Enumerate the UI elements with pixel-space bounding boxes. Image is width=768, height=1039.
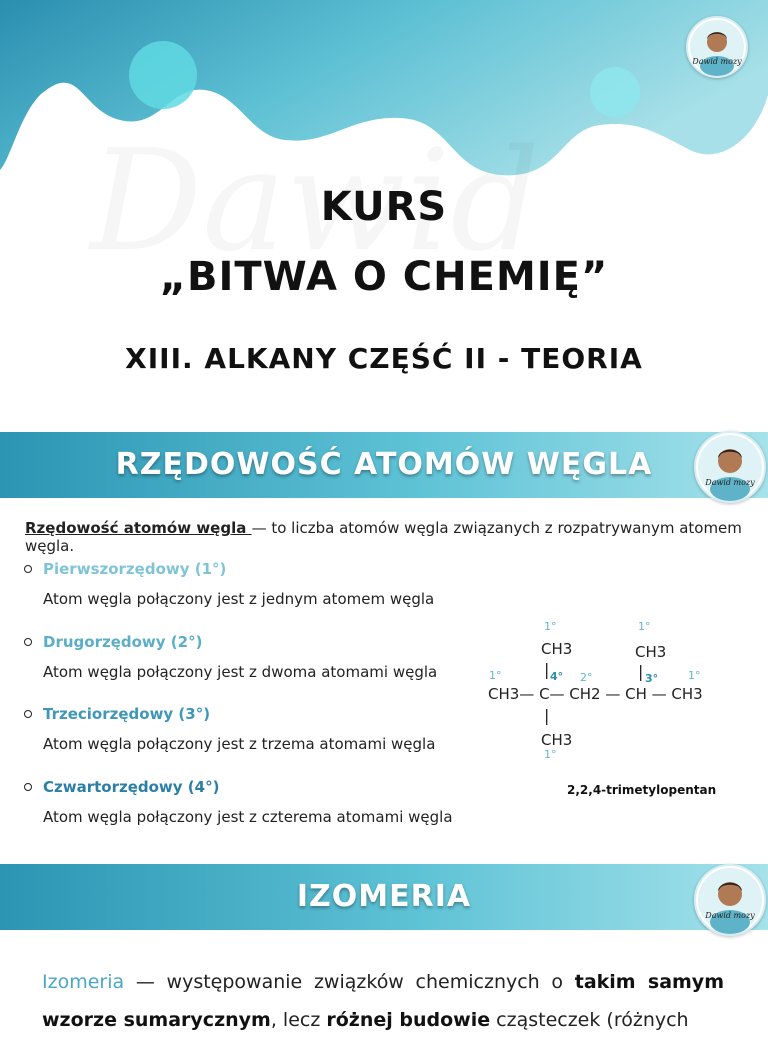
degree-label: 1° [489, 669, 502, 682]
avatar [694, 864, 766, 936]
degree-label: 4° [550, 670, 564, 683]
bond: | [544, 660, 550, 679]
item-name: Drugorzędowy (2°) [43, 633, 203, 651]
item-desc: Atom węgla połączony jest z czterema atomami węgla [43, 808, 453, 826]
degree-label: 1° [688, 669, 701, 682]
item-desc: Atom węgla połączony jest z dwoma atomami węgla [43, 663, 438, 681]
avatar-signature: Dawid mozy [705, 911, 755, 920]
izomeria-term: Izomeria [42, 971, 125, 993]
item-name: Czwartorzędowy (4°) [43, 778, 220, 796]
methyl-group: CH3 [541, 731, 573, 749]
course-title: KURS [320, 184, 448, 230]
item-desc: Atom węgla połączony jest z jednym atomem węgla [43, 590, 435, 608]
avatar-signature: Dawid mozy [705, 478, 755, 487]
lesson-subtitle: XIII. ALKANY CZĘŚĆ II - TEORIA [125, 342, 643, 375]
section-header-rzedowosc [0, 432, 768, 498]
bullet-icon [24, 783, 32, 791]
degree-label: 2° [580, 671, 593, 684]
definition-term: Rzędowość atomów węgla [25, 519, 252, 537]
degree-label: 3° [645, 672, 659, 685]
text: cząsteczek (różnych [490, 1009, 689, 1031]
bold-text: takim samym wzorze sumarycznym [42, 971, 724, 1031]
text: — występowanie związków chemicznych o [124, 971, 575, 993]
methyl-group: CH3 [541, 640, 573, 658]
izomeria-paragraph [42, 963, 724, 1039]
item-name: Pierwszorzędowy (1°) [43, 560, 227, 578]
item-name: Trzeciorzędowy (3°) [43, 705, 211, 723]
bond: | [638, 662, 644, 681]
degree-label: 1° [638, 620, 651, 633]
avatar [694, 431, 766, 503]
degree-label: 1° [544, 748, 557, 761]
section-title: RZĘDOWOŚĆ ATOMÓW WĘGLA [115, 447, 653, 482]
bond: | [544, 706, 550, 725]
bold-text: różnej budowie [326, 1009, 491, 1031]
section-title: IZOMERIA [296, 879, 472, 914]
definition-text: — to liczba atomów węgla związanych z rozpatrywanym atomem węgla. [25, 519, 742, 555]
avatar [686, 16, 748, 78]
definition [25, 519, 768, 555]
item-desc: Atom węgla połączony jest z trzema atomami węgla [43, 735, 436, 753]
avatar-signature: Dawid mozy [692, 57, 742, 66]
text: , lecz [270, 1009, 327, 1031]
course-name: „BITWA O CHEMIĘ” [159, 254, 609, 300]
degree-label: 1° [544, 620, 557, 633]
methyl-group: CH3 [635, 643, 667, 661]
bullet-icon [24, 710, 32, 718]
bullet-icon [24, 638, 32, 646]
section-header-izomeria [0, 864, 768, 930]
molecule-name: 2,2,4-trimetylopentan [567, 783, 717, 797]
bullet-icon [24, 565, 32, 573]
main-chain: CH3— C— CH2 — CH — CH3 [488, 685, 703, 703]
